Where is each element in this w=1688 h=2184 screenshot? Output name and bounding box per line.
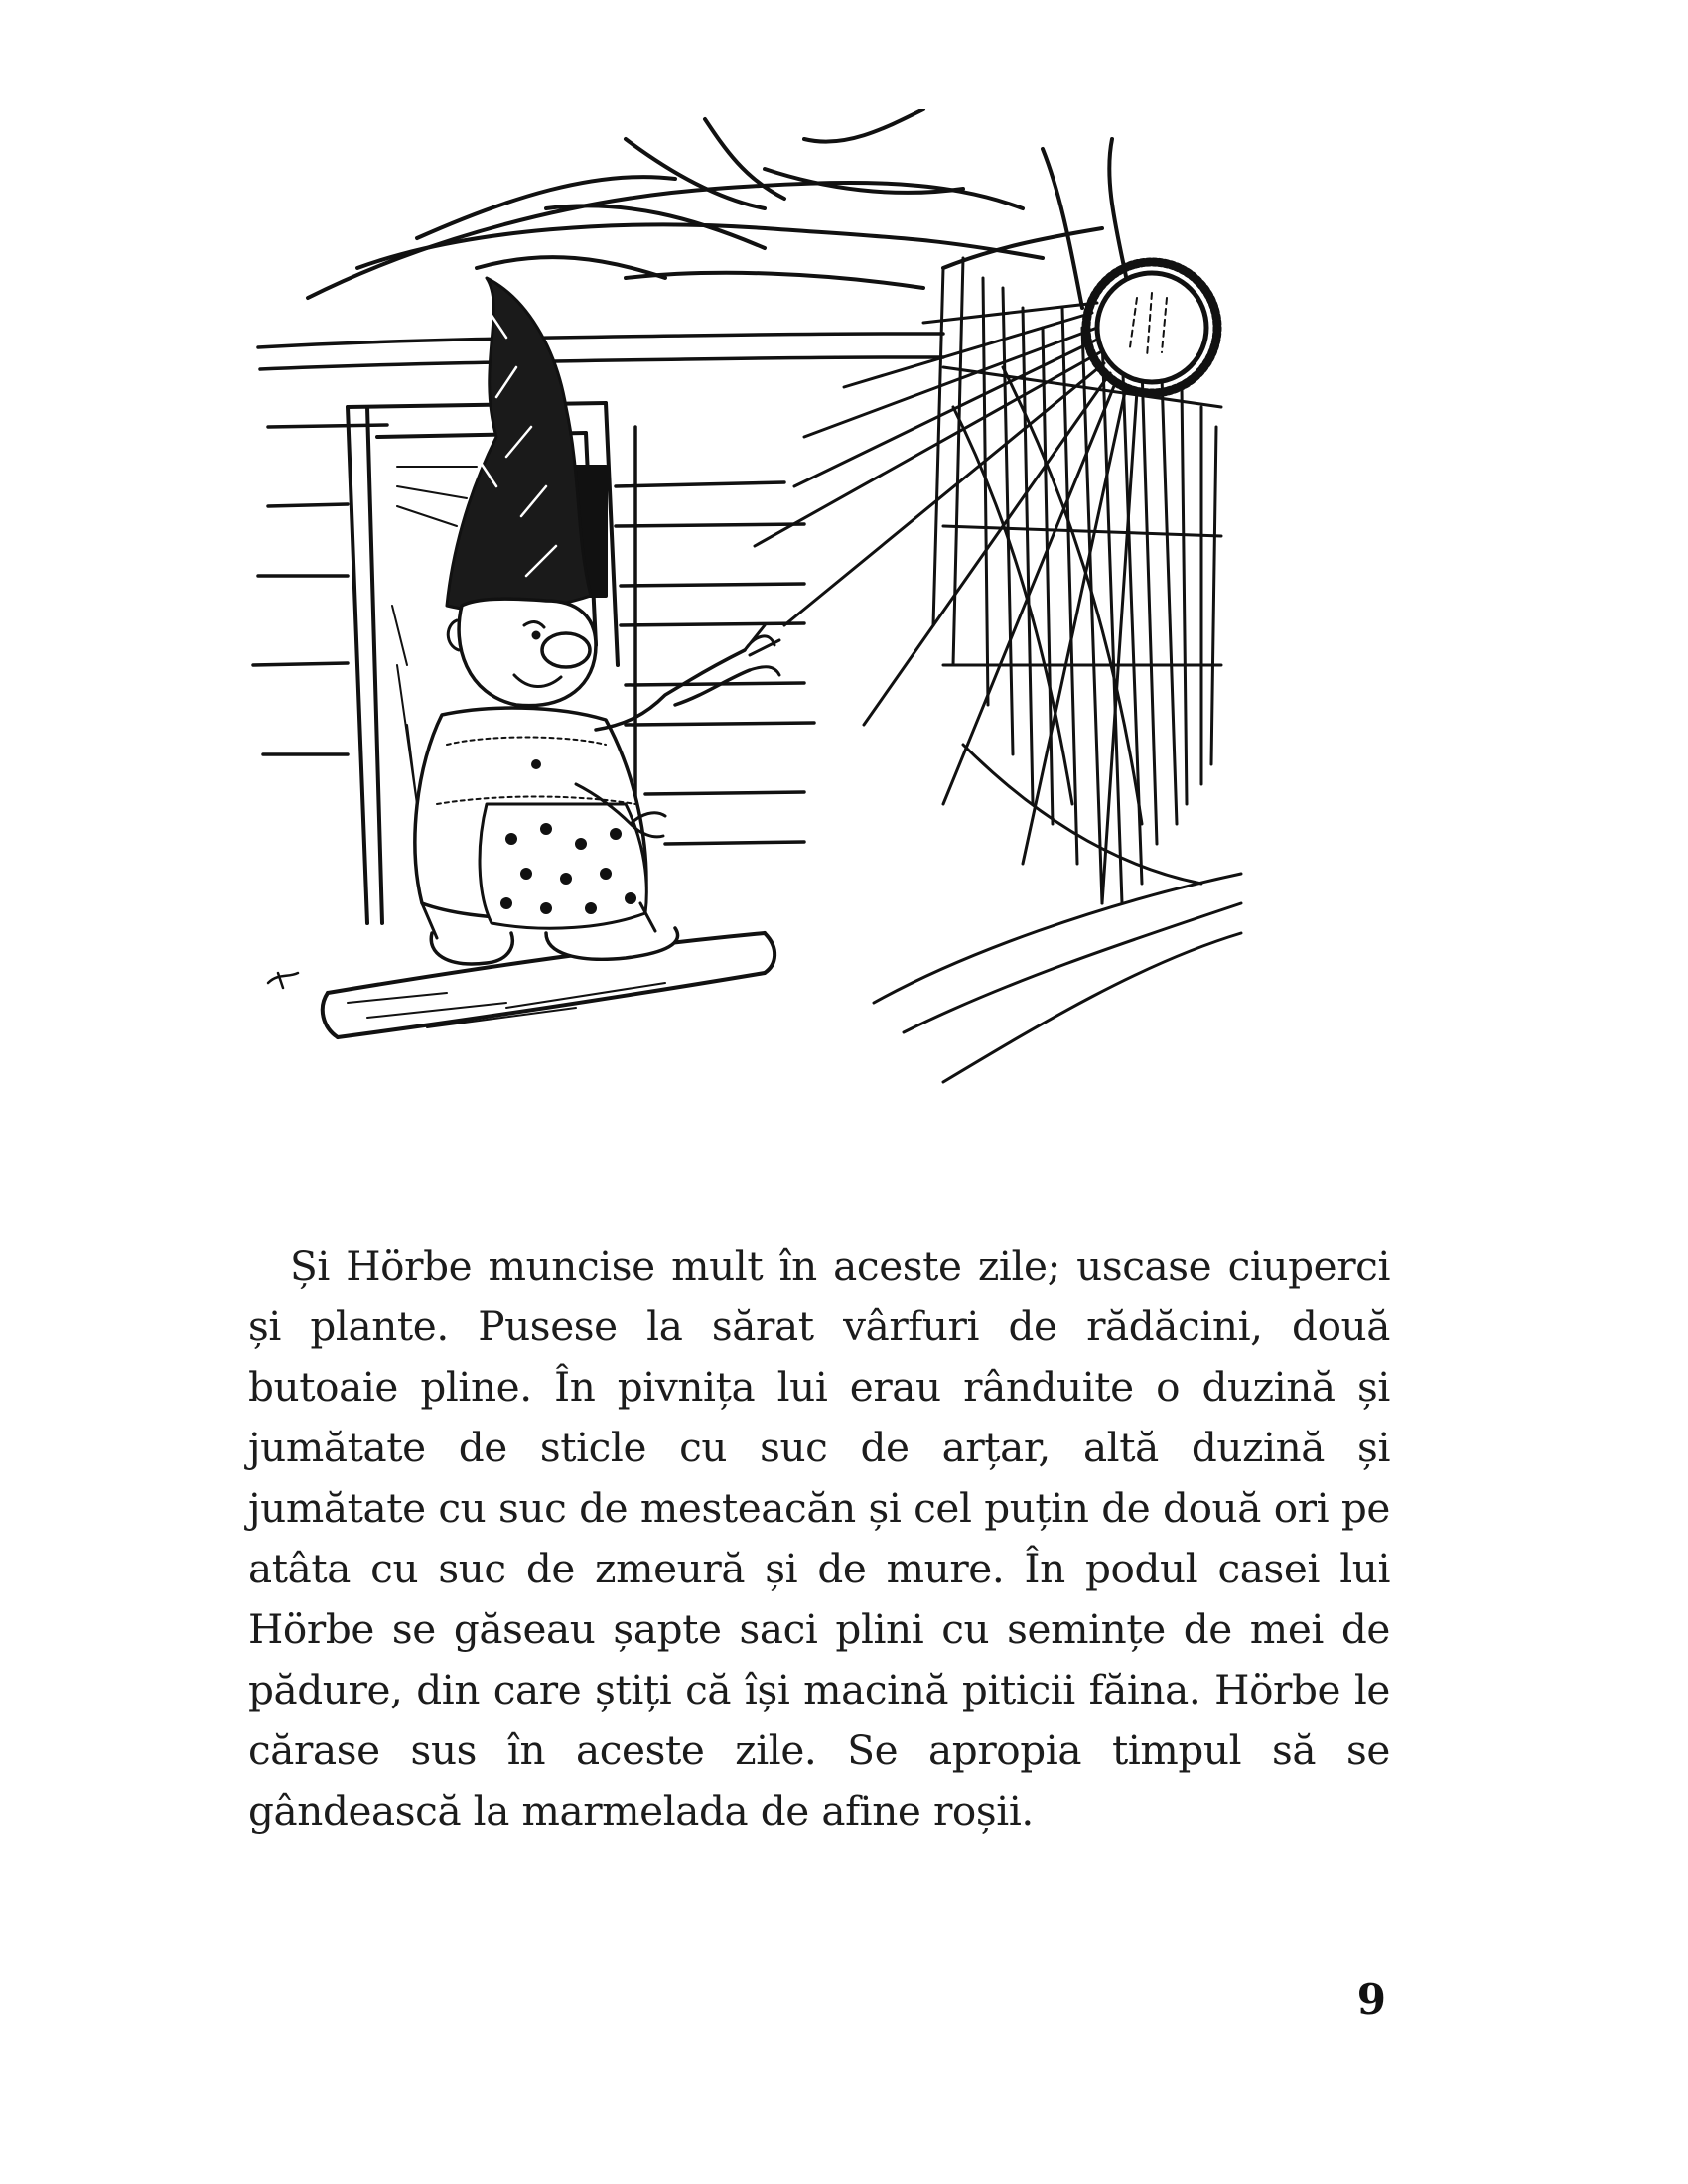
illustration xyxy=(248,109,1360,1181)
body-paragraph: Și Hörbe muncise mult în aceste zile; uscase ciuperci și plante. Pusese la sărat vârfuri de rădăcini, două butoaie pline. În pivnița lui erau rânduite o duzină și jumătate de sticle cu suc de arțar, altă duzină și jumătate cu suc de mesteacăn și cel puțin de două ori pe atâta cu suc de zmeură și de mure. În podul casei lui Hörbe se găseau șapte saci plini cu semințe de mei de pădure, din care știți că își macină piticii făina. Hörbe le cărase sus în aceste zile. Se apropia timpul să se gândească la marmelada de afine roșii. xyxy=(248,1242,1390,1835)
sun-rays xyxy=(755,303,1137,903)
gnome-leaf-hat xyxy=(447,278,591,611)
gnome xyxy=(415,278,779,964)
gnome-apron xyxy=(480,804,646,928)
roof-branches xyxy=(308,109,1132,308)
door-step xyxy=(268,933,774,1037)
page-number: 9 xyxy=(1356,1976,1386,2024)
gnome-nose xyxy=(542,633,590,667)
